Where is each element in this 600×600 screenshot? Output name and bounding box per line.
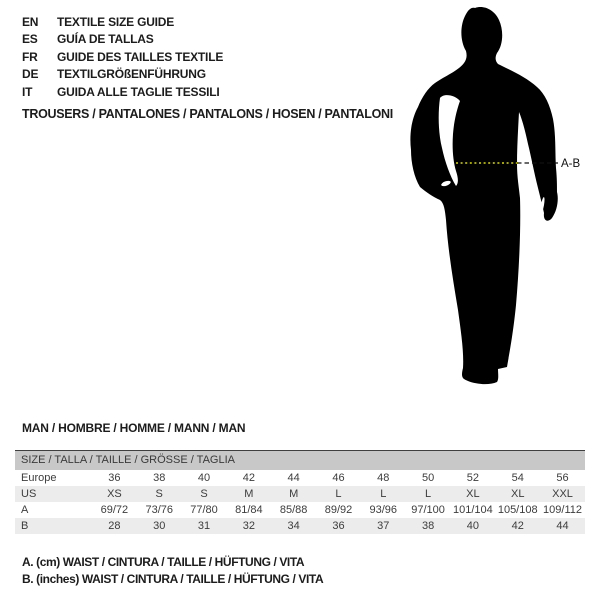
table-cell: L xyxy=(425,488,432,500)
table-cell: 36 xyxy=(332,520,345,532)
table-cell: 73/76 xyxy=(145,504,173,516)
row-label: A xyxy=(21,504,29,516)
man-silhouette-svg xyxy=(390,0,600,400)
table-row-europe xyxy=(15,470,585,486)
table-cell: 36 xyxy=(108,472,121,484)
table-cell: 109/112 xyxy=(543,504,582,516)
table-cell: XS xyxy=(107,488,122,500)
man-silhouette xyxy=(390,0,600,400)
lang-label: GUIDA ALLE TAGLIE TESSILI xyxy=(57,84,220,99)
table-cell: 44 xyxy=(556,520,569,532)
table-cell: 34 xyxy=(287,520,300,532)
table-cell: 69/72 xyxy=(100,504,129,516)
table-cell: 38 xyxy=(421,520,435,532)
table-cell: 40 xyxy=(466,520,480,532)
table-cell: 54 xyxy=(511,472,524,484)
measure-label: A-B xyxy=(561,158,581,170)
table-cell: S xyxy=(200,488,208,500)
row-label: US xyxy=(21,488,37,500)
table-cell: 30 xyxy=(153,520,166,532)
note-waist-cm: A. (cm) WAIST / CINTURA / TAILLE / HÜFTUNG / VITA xyxy=(22,555,305,569)
table-cell: 101/104 xyxy=(453,504,493,516)
table-cell: S xyxy=(155,488,163,500)
table-cell: L xyxy=(380,488,387,500)
row-label: Europe xyxy=(21,472,57,484)
table-cell: 38 xyxy=(153,472,166,484)
table-cell: 85/88 xyxy=(279,504,308,516)
row-label: B xyxy=(21,520,29,532)
lang-code: DE xyxy=(22,67,39,82)
lang-code: IT xyxy=(22,84,33,99)
table-cell: 89/92 xyxy=(324,504,353,516)
section-title: MAN / HOMBRE / HOMME / MANN / MAN xyxy=(22,421,246,435)
table-cell: 40 xyxy=(197,472,211,484)
table-cell: 77/80 xyxy=(190,504,218,516)
table-cell: XXL xyxy=(552,488,573,500)
table-row-b-inches xyxy=(15,518,585,534)
lang-code: ES xyxy=(22,32,38,47)
table-cell: 46 xyxy=(332,472,345,484)
table-cell: 44 xyxy=(287,472,300,484)
table-cell: 81/84 xyxy=(235,504,263,516)
table-cell: 48 xyxy=(377,472,390,484)
size-table xyxy=(15,450,585,534)
category-title: TROUSERS / PANTALONES / PANTALONS / HOSEN / PANTALONI xyxy=(22,107,393,121)
lang-row-es xyxy=(22,31,223,49)
table-cell: 50 xyxy=(421,472,435,484)
lang-code: EN xyxy=(22,14,39,29)
table-row-us xyxy=(15,486,585,502)
table-cell: 93/96 xyxy=(369,504,398,516)
lang-label: GUÍA DE TALLAS xyxy=(57,32,154,47)
table-cell: 31 xyxy=(197,520,211,532)
lang-row-it xyxy=(22,83,223,101)
lang-row-de xyxy=(22,66,223,84)
lang-row-en xyxy=(22,13,223,31)
table-cell: 52 xyxy=(466,472,480,484)
lang-code: FR xyxy=(22,49,38,64)
table-cell: 56 xyxy=(556,472,569,484)
table-cell: XL xyxy=(510,488,525,500)
table-cell: 32 xyxy=(242,520,255,532)
table-cell: 105/108 xyxy=(497,504,538,516)
lang-label: TEXTILGRÖßENFÜHRUNG xyxy=(57,67,206,82)
table-cell: M xyxy=(244,488,254,500)
table-cell: L xyxy=(335,488,342,500)
note-waist-inches: B. (inches) WAIST / CINTURA / TAILLE / HÜFTUNG / VITA xyxy=(22,572,324,586)
lang-row-fr xyxy=(22,48,223,66)
table-cell: M xyxy=(289,488,299,500)
language-list xyxy=(22,13,223,101)
man-body-shape xyxy=(410,7,557,384)
table-cell: 37 xyxy=(377,520,390,532)
size-table-header: SIZE / TALLA / TAILLE / GRÖSSE / TAGLIA xyxy=(15,451,585,470)
table-cell: XL xyxy=(466,488,480,500)
table-cell: 42 xyxy=(511,520,524,532)
lang-label: TEXTILE SIZE GUIDE xyxy=(57,14,175,29)
table-cell: 28 xyxy=(108,520,121,532)
table-cell: 42 xyxy=(242,472,255,484)
table-row-a-cm xyxy=(15,502,585,518)
table-cell: 97/100 xyxy=(411,504,445,516)
lang-label: GUIDE DES TAILLES TEXTILE xyxy=(57,49,224,64)
